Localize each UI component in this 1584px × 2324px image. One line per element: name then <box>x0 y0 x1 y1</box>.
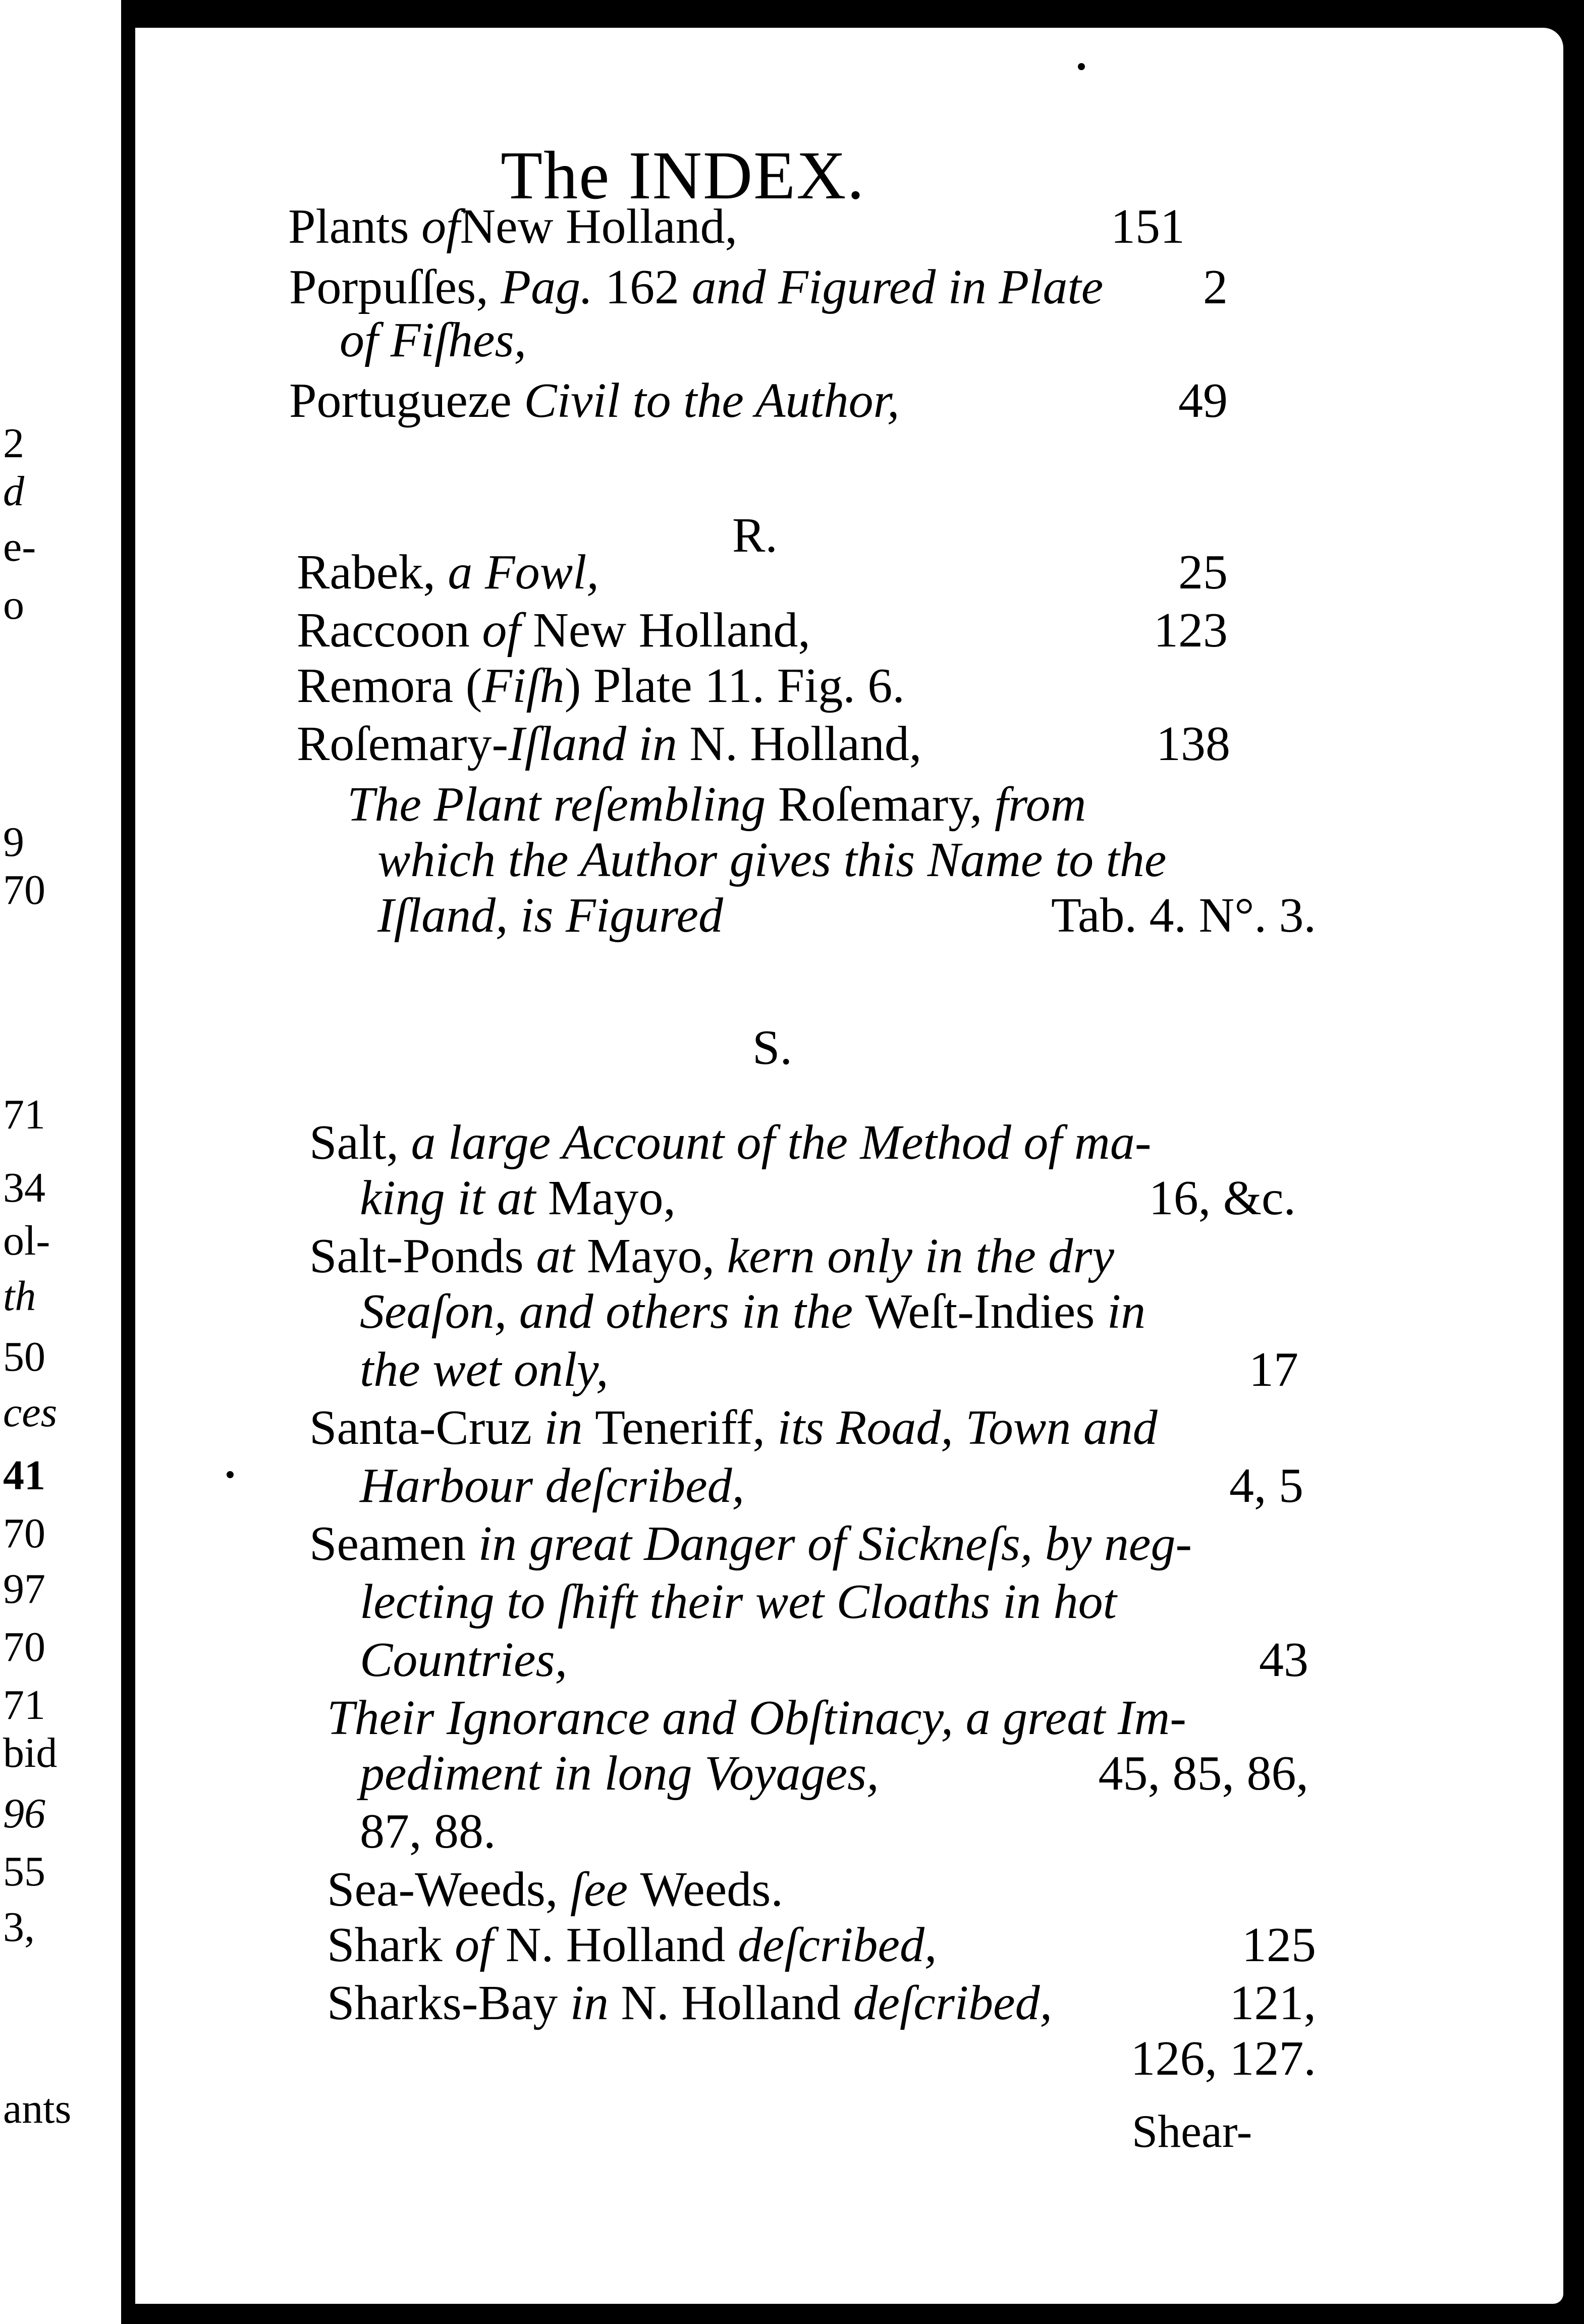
entry-text: in <box>1107 1284 1146 1339</box>
prev-page-text: e- <box>3 523 36 570</box>
prev-page-text: 2 <box>3 420 24 467</box>
entry-text: Salt, <box>309 1115 411 1170</box>
index-entry-sharksbay-1 <box>327 1978 1052 2028</box>
entry-text: at <box>536 1229 587 1283</box>
entry-text: N. Holland <box>505 1918 738 1972</box>
entry-text: from <box>994 777 1086 832</box>
prev-page-text: 70 <box>3 867 45 913</box>
index-entry-saltponds-2 <box>360 1284 1146 1339</box>
prev-page-text: 34 <box>3 1164 45 1211</box>
entry-text: Santa-Cruz <box>309 1400 544 1455</box>
previous-page-fragment <box>0 0 121 2324</box>
entry-text: Iſland in <box>508 717 690 771</box>
prev-page-text: 71 <box>3 1091 45 1138</box>
entry-text: kern only in the dry <box>727 1229 1115 1283</box>
entry-text: ) Plate 11. Fig. 6. <box>564 659 905 713</box>
index-entry-ignorance-3 <box>360 1804 496 1859</box>
entry-text: deſcribed, <box>853 1976 1053 2030</box>
prev-page-text: 70 <box>3 1510 45 1557</box>
index-entry-portugueze <box>289 373 900 428</box>
entry-text: and Figured in Plate <box>691 260 1104 314</box>
entry-text: 162 <box>605 260 692 314</box>
entry-text: Their Ignorance and Obſtinacy, a great Im- <box>327 1691 1186 1745</box>
index-entry-salt-1 <box>309 1115 1152 1170</box>
print-speck <box>1078 63 1085 70</box>
index-entry-seamen-3 <box>360 1635 567 1685</box>
entry-text: ſee <box>570 1862 640 1917</box>
entry-text: 87, 88. <box>360 1804 496 1859</box>
entry-text: in <box>544 1400 595 1455</box>
index-entry-rosemary-plant-2 <box>377 835 1166 885</box>
index-entry-seamen-2 <box>360 1577 1117 1627</box>
index-entry-porpusses <box>289 262 1103 312</box>
index-entry-ignorance-2 <box>360 1746 879 1801</box>
prev-page-text: 55 <box>3 1848 45 1895</box>
entry-text: Mayo, <box>586 1229 727 1283</box>
section-letter-s: S. <box>752 1020 793 1075</box>
entry-text: Salt-Ponds <box>309 1229 536 1283</box>
entry-text: Seamen <box>309 1517 478 1571</box>
page-title: The INDEX. <box>501 138 865 213</box>
index-entry-santacruz-1 <box>309 1400 1158 1455</box>
entry-text: Iſland, is Figured <box>377 888 724 943</box>
entry-text: Portugueze <box>289 373 524 428</box>
prev-page-text: d <box>3 468 24 515</box>
entry-text: pediment in long Voyages, <box>360 1746 879 1801</box>
page-reference: 126, 127. <box>1130 2031 1316 2086</box>
entry-text: a Fowl, <box>448 545 599 600</box>
entry-text: Sea-Weeds, <box>327 1862 570 1917</box>
entry-text: New Holland, <box>533 603 810 658</box>
prev-page-text: 96 <box>3 1790 45 1837</box>
page-reference: 49 <box>1178 373 1228 428</box>
entry-text: Shark <box>327 1918 455 1972</box>
page-reference: 16, &c. <box>1149 1171 1296 1225</box>
index-entry-seamen-1 <box>309 1519 1192 1569</box>
prev-page-text: ol- <box>3 1217 50 1264</box>
entry-text: Harbour deſcribed, <box>360 1458 745 1513</box>
page-reference: 45, 85, 86, <box>1098 1746 1308 1801</box>
entry-text: the wet only, <box>360 1342 609 1397</box>
page-reference: 125 <box>1242 1918 1316 1972</box>
entry-text: Civil to the Author, <box>524 373 900 428</box>
page-reference: 123 <box>1154 603 1228 658</box>
prev-page-text: o <box>3 581 24 628</box>
index-page <box>135 28 1563 2304</box>
entry-text: Plants <box>288 199 422 254</box>
entry-text: Countries, <box>360 1633 568 1687</box>
page-reference: 43 <box>1259 1633 1308 1687</box>
page-reference: 121, <box>1229 1976 1316 2030</box>
entry-text: New Holland, <box>460 199 738 254</box>
page-reference: Tab. 4. N°. 3. <box>1051 888 1316 943</box>
entry-text: N. Holland, <box>689 717 922 771</box>
page-gutter <box>121 0 135 2324</box>
prev-page-text: ants <box>3 2085 72 2132</box>
entry-text: Teneriff, <box>595 1400 778 1455</box>
index-entry-rosemary-plant-3 <box>377 888 724 943</box>
entry-text: Weeds. <box>640 1862 783 1917</box>
page-reference: 2 <box>1203 260 1228 314</box>
index-entry-shark <box>327 1920 937 1970</box>
entry-text: Remora ( <box>297 659 482 713</box>
index-entry-rosemary-plant-1 <box>347 777 1086 832</box>
print-speck <box>227 1471 234 1478</box>
prev-page-text: bid <box>3 1730 58 1776</box>
entry-text: Mayo, <box>548 1171 676 1225</box>
entry-text: The Plant reſembling <box>347 777 778 832</box>
index-entry-remora <box>297 661 905 711</box>
prev-page-text: 70 <box>3 1624 45 1670</box>
entry-text: Roſemary- <box>297 717 509 771</box>
entry-text: of <box>482 603 533 658</box>
page-reference: 25 <box>1178 545 1228 600</box>
index-entry-santacruz-2 <box>360 1458 745 1513</box>
entry-text: Rabek, <box>297 545 448 600</box>
entry-text: of <box>455 1918 506 1972</box>
page-reference: 138 <box>1156 717 1230 771</box>
entry-text: N. Holland <box>621 1976 853 2030</box>
prev-page-text: 71 <box>3 1682 45 1728</box>
index-entry-rabek <box>297 545 599 600</box>
entry-text: Roſemary, <box>778 777 995 832</box>
entry-text: a large Account of the Method of ma- <box>411 1115 1152 1170</box>
section-letter-r: R. <box>732 508 778 563</box>
index-entry-porpusses-cont <box>340 315 526 365</box>
entry-text: its Road, Town and <box>777 1400 1158 1455</box>
index-entry-rosemary <box>297 719 921 769</box>
prev-page-text: 97 <box>3 1565 45 1612</box>
prev-page-text: 50 <box>3 1333 45 1380</box>
index-entry-raccoon <box>297 603 810 658</box>
entry-text: Raccoon <box>297 603 482 658</box>
index-entry-ignorance-1 <box>327 1693 1186 1743</box>
entry-text: Weſt-Indies <box>865 1284 1107 1339</box>
page-reference: 151 <box>1111 199 1185 254</box>
entry-text: deſcribed, <box>737 1918 937 1972</box>
entry-text: in great Danger of Sickneſs, by neg- <box>478 1517 1192 1571</box>
entry-text: king it at <box>360 1171 548 1225</box>
entry-text: Porpuſſes, <box>289 260 501 314</box>
index-entry-plants <box>288 199 738 254</box>
index-entry-seaweeds <box>327 1862 783 1917</box>
page-reference: 4, 5 <box>1229 1458 1303 1513</box>
catchword: Shear- <box>1132 2105 1252 2157</box>
entry-text: which the Author gives this Name to the <box>377 833 1167 887</box>
entry-text: lecting to ſhift their wet Cloaths in hot <box>360 1575 1117 1629</box>
entry-text: Fiſh <box>482 659 565 713</box>
entry-text: of <box>421 199 460 254</box>
index-entry-saltponds-3 <box>360 1342 609 1397</box>
prev-page-text: 41 <box>3 1452 45 1499</box>
entry-text: in <box>570 1976 621 2030</box>
entry-text: Pag. <box>501 260 606 314</box>
page-reference: 17 <box>1249 1342 1298 1397</box>
index-entry-saltponds-1 <box>309 1231 1114 1281</box>
entry-text: Seaſon, and others in the <box>360 1284 865 1339</box>
prev-page-text: th <box>3 1273 36 1320</box>
prev-page-text: 9 <box>3 819 24 866</box>
prev-page-text: ces <box>3 1389 58 1436</box>
entry-text: Sharks-Bay <box>327 1976 570 2030</box>
prev-page-text: 3, <box>3 1904 35 1951</box>
entry-text: of Fiſhes, <box>340 313 527 367</box>
index-entry-salt-2 <box>360 1173 676 1223</box>
